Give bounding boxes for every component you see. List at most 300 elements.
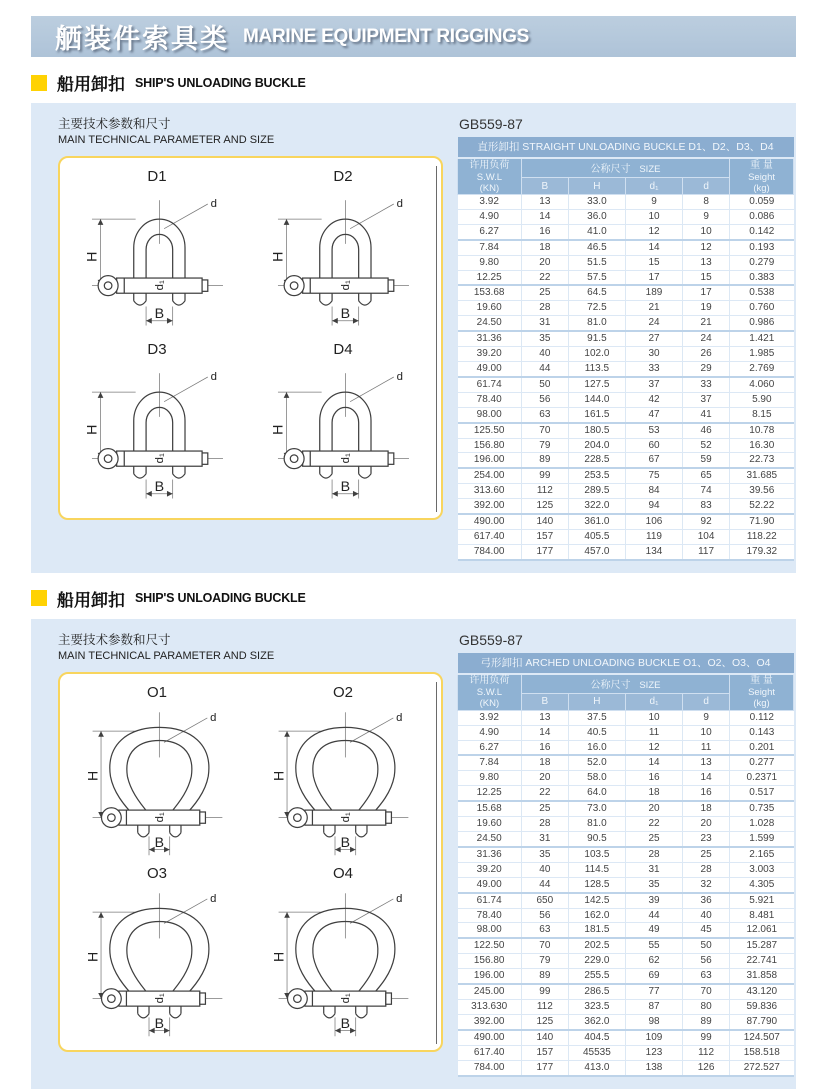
cell-b: 79 [521,954,568,969]
cell-d: 20 [683,817,730,832]
table-row [458,407,794,422]
cell-b: 56 [521,392,568,407]
dim-d1-label: d₁ [154,280,167,291]
table-row [458,209,794,224]
cell-b: 40 [521,862,568,877]
cell-swl: 490.00 [458,514,522,529]
dim-d-label: d [210,711,217,724]
table-row [458,801,794,816]
cell-weight: 59.836 [730,999,794,1014]
cell-d: 83 [683,499,730,514]
cell-d1: 37 [625,377,682,392]
cell-b: 20 [521,255,568,270]
cell-h: 405.5 [568,529,625,544]
cell-h: 457.0 [568,544,625,559]
table-row [458,392,794,407]
standard-number: GB559-87 [459,116,523,132]
dim-d-label: d [210,197,217,210]
cell-swl: 49.00 [458,361,522,376]
dim-b-label: B [154,305,165,322]
table-row [458,377,794,392]
cell-b: 35 [521,847,568,862]
cell-d: 8 [683,195,730,210]
cell-b: 125 [521,1014,568,1029]
section-arched-buckle [31,586,796,1089]
cell-h: 289.5 [568,484,625,499]
cell-d: 52 [683,438,730,453]
table-row [458,544,794,559]
cell-d: 18 [683,801,730,816]
dim-d1-label: d₁ [154,992,167,1004]
dim-b-label: B [340,1014,351,1031]
diagram-cell [64,682,250,863]
section-title-en: SHIP'S UNLOADING BUCKLE [135,591,306,606]
cell-weight: 4.060 [730,377,794,392]
cell-d1: 16 [625,771,682,786]
table-row [458,453,794,468]
cell-d1: 47 [625,407,682,422]
cell-d1: 18 [625,786,682,801]
table-body [458,710,794,1075]
cell-swl: 392.00 [458,499,522,514]
table-column [457,630,794,1077]
table-row [458,438,794,453]
cell-weight: 22.73 [730,453,794,468]
cell-h: 362.0 [568,1014,625,1029]
cell-h: 413.0 [568,1060,625,1075]
cell-h: 37.5 [568,710,625,725]
cell-swl: 156.80 [458,438,522,453]
cell-weight: 10.78 [730,423,794,438]
cell-d1: 53 [625,423,682,438]
cell-d1: 14 [625,240,682,255]
cell-h: 45535 [568,1045,625,1060]
cell-weight: 16.30 [730,438,794,453]
diagram-cell [64,863,250,1044]
cell-d: 12 [683,240,730,255]
section-content [31,619,796,1089]
cell-d: 92 [683,514,730,529]
table-row [458,847,794,862]
col-header-weight: 重 量 Seight (kg) [730,674,794,711]
cell-h: 64.5 [568,285,625,300]
cell-weight: 39.56 [730,484,794,499]
cell-b: 14 [521,725,568,740]
cell-b: 18 [521,240,568,255]
cell-b: 50 [521,377,568,392]
cell-d1: 44 [625,908,682,923]
cell-d1: 134 [625,544,682,559]
cell-b: 28 [521,301,568,316]
cell-d: 80 [683,999,730,1014]
cell-d: 45 [683,923,730,938]
cell-d: 50 [683,938,730,953]
cell-b: 99 [521,468,568,483]
cell-weight: 179.32 [730,544,794,559]
dim-h-label: H [84,424,101,435]
table-row [458,529,794,544]
cell-b: 177 [521,544,568,559]
cell-weight: 0.201 [730,740,794,755]
cell-b: 25 [521,285,568,300]
cell-d: 41 [683,407,730,422]
page-banner [31,16,796,57]
diagram-label: O3 [146,864,167,882]
cell-weight: 1.421 [730,331,794,346]
cell-h: 52.0 [568,755,625,770]
cell-weight: 0.279 [730,255,794,270]
cell-d: 37 [683,392,730,407]
cell-swl: 12.25 [458,270,522,285]
table-row [458,423,794,438]
table-row [458,908,794,923]
dim-d1-label: d₁ [154,453,167,464]
cell-d: 10 [683,725,730,740]
cell-weight: 0.193 [730,240,794,255]
cell-b: 16 [521,224,568,239]
cell-d: 70 [683,984,730,999]
cell-d1: 69 [625,969,682,984]
cell-h: 142.5 [568,893,625,908]
cell-swl: 12.25 [458,786,522,801]
table-title: 弓形卸扣 ARCHED UNLOADING BUCKLE O1、O2、O3、O4 [458,653,794,674]
diagram-label: O2 [332,683,353,701]
cell-d1: 17 [625,270,682,285]
cell-weight: 0.735 [730,801,794,816]
diagram-label: D2 [333,168,353,185]
table-row [458,969,794,984]
cell-weight: 124.507 [730,1030,794,1045]
section-title-en: SHIP'S UNLOADING BUCKLE [135,75,306,90]
cell-h: 58.0 [568,771,625,786]
cell-d1: 31 [625,862,682,877]
cell-weight: 0.142 [730,224,794,239]
cell-swl: 31.36 [458,331,522,346]
cell-b: 28 [521,817,568,832]
dim-d1-label: d₁ [340,992,353,1004]
cell-h: 229.0 [568,954,625,969]
cell-b: 18 [521,755,568,770]
cell-b: 89 [521,969,568,984]
dim-d1-label: d₁ [154,811,167,823]
cell-swl: 61.74 [458,893,522,908]
dim-d1-label: d₁ [340,811,353,823]
table-row [458,347,794,362]
cell-d1: 67 [625,453,682,468]
table-row [458,893,794,908]
cell-h: 404.5 [568,1030,625,1045]
cell-weight: 87.790 [730,1014,794,1029]
section-heading [31,586,796,611]
dim-h-label: H [270,251,287,262]
cell-d: 33 [683,377,730,392]
param-title-zh: 主要技术参数和尺寸 [58,117,171,131]
dim-b-label: B [340,305,351,322]
cell-d1: 15 [625,255,682,270]
cell-d1: 22 [625,817,682,832]
table-row [458,316,794,331]
cell-h: 16.0 [568,740,625,755]
cell-weight: 1.599 [730,832,794,847]
cell-swl: 19.60 [458,817,522,832]
cell-h: 127.5 [568,377,625,392]
cell-swl: 196.00 [458,969,522,984]
cell-d1: 55 [625,938,682,953]
cell-h: 144.0 [568,392,625,407]
cell-d: 16 [683,786,730,801]
parameter-table [457,653,794,1077]
cell-weight: 118.22 [730,529,794,544]
cell-weight: 8.15 [730,407,794,422]
cell-h: 73.0 [568,801,625,816]
cell-weight: 52.22 [730,499,794,514]
cell-swl: 784.00 [458,544,522,559]
cell-h: 114.5 [568,862,625,877]
cell-b: 13 [521,195,568,210]
cell-swl: 78.40 [458,908,522,923]
cell-weight: 71.90 [730,514,794,529]
cell-swl: 31.36 [458,847,522,862]
dim-b-label: B [340,833,351,850]
cell-d: 40 [683,908,730,923]
cell-h: 103.5 [568,847,625,862]
col-header-swl: 许用负荷 S.W.L (KN) [458,158,522,195]
cell-d: 26 [683,347,730,362]
cell-d1: 62 [625,954,682,969]
table-row [458,832,794,847]
diagram-label: O4 [332,864,353,882]
table-row [458,725,794,740]
cell-h: 161.5 [568,407,625,422]
dim-b-label: B [154,478,165,495]
table-row [458,817,794,832]
table-row [458,468,794,483]
table-row [458,771,794,786]
cell-d1: 109 [625,1030,682,1045]
dim-d-label: d [210,370,217,383]
diagram-column [58,114,443,561]
cell-d: 14 [683,771,730,786]
cell-weight: 0.059 [730,195,794,210]
cell-d: 17 [683,285,730,300]
table-row [458,786,794,801]
cell-swl: 3.92 [458,195,522,210]
cell-d: 117 [683,544,730,559]
cell-weight: 0.517 [730,786,794,801]
cell-d: 13 [683,255,730,270]
cell-swl: 156.80 [458,954,522,969]
dim-b-label: B [154,1014,165,1031]
table-row [458,1014,794,1029]
cell-d: 104 [683,529,730,544]
cell-b: 44 [521,877,568,892]
cell-d1: 77 [625,984,682,999]
cell-d1: 49 [625,923,682,938]
cell-weight: 12.061 [730,923,794,938]
cell-b: 14 [521,209,568,224]
cell-weight: 272.527 [730,1060,794,1075]
cell-b: 650 [521,893,568,908]
cell-d1: 94 [625,499,682,514]
cell-d1: 119 [625,529,682,544]
cell-b: 112 [521,999,568,1014]
table-row [458,862,794,877]
cell-b: 63 [521,407,568,422]
cell-d: 15 [683,270,730,285]
parameter-table [457,137,794,561]
cell-h: 36.0 [568,209,625,224]
yellow-bullet-icon [31,590,47,606]
cell-h: 91.5 [568,331,625,346]
col-header-weight: 重 量 Seight (kg) [730,158,794,195]
col-header-d1: d₁ [625,693,682,710]
cell-swl: 254.00 [458,468,522,483]
cell-d1: 21 [625,301,682,316]
table-row [458,301,794,316]
d-shackle-diagram [64,185,250,335]
cell-weight: 0.383 [730,270,794,285]
bow-shackle-diagram [64,701,250,859]
cell-d: 36 [683,893,730,908]
dim-b-label: B [154,833,165,850]
dim-h-label: H [270,770,287,781]
dim-d-label: d [396,370,403,383]
cell-d: 56 [683,954,730,969]
cell-swl: 39.20 [458,862,522,877]
cell-b: 20 [521,771,568,786]
cell-d1: 10 [625,710,682,725]
cell-weight: 3.003 [730,862,794,877]
cell-d1: 24 [625,316,682,331]
cell-d: 24 [683,331,730,346]
cell-d: 99 [683,1030,730,1045]
cell-weight: 158.518 [730,1045,794,1060]
cell-h: 202.5 [568,938,625,953]
cell-swl: 24.50 [458,316,522,331]
dim-d1-label: d₁ [340,453,353,464]
table-row [458,877,794,892]
dim-d-label: d [396,892,403,905]
cell-h: 41.0 [568,224,625,239]
cell-b: 157 [521,529,568,544]
cell-d1: 28 [625,847,682,862]
cell-d1: 9 [625,195,682,210]
cell-b: 31 [521,316,568,331]
diagram-cell [250,863,437,1044]
table-row [458,224,794,239]
cell-d1: 27 [625,331,682,346]
col-header-d: d [683,178,730,195]
cell-h: 253.5 [568,468,625,483]
cell-d: 65 [683,468,730,483]
cell-b: 89 [521,453,568,468]
table-row [458,240,794,255]
table-row [458,285,794,300]
cell-swl: 153.68 [458,285,522,300]
cell-d1: 25 [625,832,682,847]
cell-h: 322.0 [568,499,625,514]
cell-b: 157 [521,1045,568,1060]
cell-d1: 60 [625,438,682,453]
table-row [458,999,794,1014]
diagram-label: O1 [146,683,167,701]
cell-h: 33.0 [568,195,625,210]
cell-h: 204.0 [568,438,625,453]
cell-swl: 784.00 [458,1060,522,1075]
cell-h: 46.5 [568,240,625,255]
cell-swl: 3.92 [458,710,522,725]
cell-swl: 9.80 [458,771,522,786]
col-header-b: B [521,178,568,195]
cell-h: 128.5 [568,877,625,892]
cell-h: 162.0 [568,908,625,923]
cell-weight: 2.769 [730,361,794,376]
cell-b: 56 [521,908,568,923]
table-row [458,499,794,514]
table-row [458,984,794,999]
section-straight-buckle [31,70,796,573]
cell-weight: 0.2371 [730,771,794,786]
cell-swl: 61.74 [458,377,522,392]
section-title-zh: 船用卸扣 [57,75,125,94]
cell-weight: 0.112 [730,710,794,725]
cell-d1: 42 [625,392,682,407]
cell-b: 25 [521,801,568,816]
cell-b: 177 [521,1060,568,1075]
cell-d: 112 [683,1045,730,1060]
cell-d: 28 [683,862,730,877]
col-header-d: d [683,693,730,710]
cell-swl: 7.84 [458,240,522,255]
cell-swl: 49.00 [458,877,522,892]
cell-h: 57.5 [568,270,625,285]
cell-d: 89 [683,1014,730,1029]
cell-b: 70 [521,938,568,953]
dim-d1-label: d₁ [340,280,353,291]
cell-h: 81.0 [568,817,625,832]
cell-weight: 0.143 [730,725,794,740]
table-row [458,1045,794,1060]
cell-b: 22 [521,270,568,285]
cell-d: 9 [683,209,730,224]
col-header-size: 公称尺寸 SIZE [521,674,729,694]
table-row [458,514,794,529]
cell-b: 99 [521,984,568,999]
cell-d1: 39 [625,893,682,908]
cell-d: 59 [683,453,730,468]
table-row [458,270,794,285]
table-row [458,954,794,969]
col-header-h: H [568,693,625,710]
cell-d: 126 [683,1060,730,1075]
dim-h-label: H [270,951,287,962]
col-header-size: 公称尺寸 SIZE [521,158,729,178]
cell-swl: 122.50 [458,938,522,953]
cell-d1: 189 [625,285,682,300]
dim-h-label: H [84,770,101,781]
cell-d1: 106 [625,514,682,529]
cell-h: 90.5 [568,832,625,847]
cell-d1: 30 [625,347,682,362]
banner-title-zh: 舾装件索具类 [55,24,229,54]
diagram-column [58,630,443,1077]
dim-h-label: H [84,951,101,962]
cell-swl: 78.40 [458,392,522,407]
table-row [458,923,794,938]
cell-h: 72.5 [568,301,625,316]
dim-h-label: H [270,424,287,435]
cell-h: 51.5 [568,255,625,270]
